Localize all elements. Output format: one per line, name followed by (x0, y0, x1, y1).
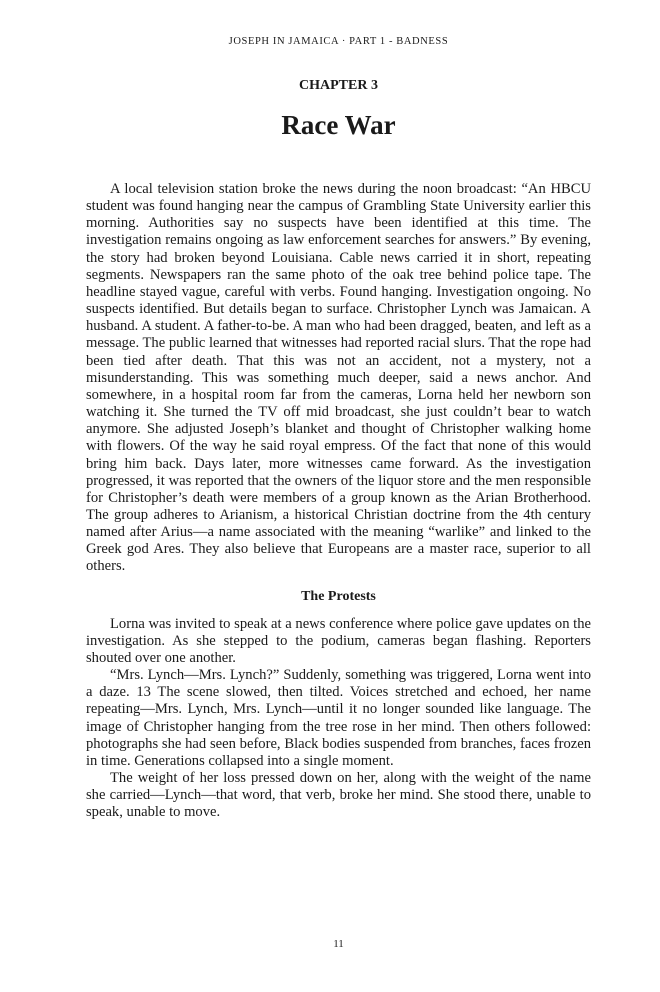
paragraph-weight-of-loss: The weight of her loss pressed down on her, along with the weight of the name she carried—Lynch—that word, that verb, broke her mind. She stood there, unable to speak, unable to move. (86, 770, 591, 821)
paragraph-news-conference: Lorna was invited to speak at a news conference where police gave updates on the investigation. As she stepped to the podium, cameras began flashing. Reporters shouted over one another. (86, 615, 591, 666)
chapter-body (86, 181, 591, 821)
paragraph-daze: “Mrs. Lynch—Mrs. Lynch?” Suddenly, something was triggered, Lorna went into a daze. 13 The scene slowed, then tilted. Voices stretched and echoed, her name repeating—Mrs. Lynch, Mrs. Lynch—until it no longer sounded like language. The image of Christopher hanging from the tree rose in her mind. Then others followed: photographs she had seen before, Black bodies suspended from branches, faces frozen in time. Generations collapsed into a single moment. (86, 667, 591, 769)
running-head: JOSEPH IN JAMAICA · PART 1 - BADNESS (228, 36, 449, 47)
chapter-title: Race War (281, 110, 396, 140)
page-number: 11 (333, 938, 344, 950)
chapter-label: CHAPTER 3 (299, 78, 378, 93)
paragraph-opening: A local television station broke the news during the noon broadcast: “An HBCU student was found hanging near the campus of Grambling State University earlier this morning. Authorities say no suspects have been identified at this time. The investigation remains ongoing as law enforcement searches for answers.” By evening, the story had broken beyond Louisiana. Cable news carried it in short, repeating segments. Newspapers ran the same photo of the oak tree behind police tape. The headline stayed vague, careful with verbs. Found hanging. Investigation ongoing. No suspects identified. But details began to surface. Christopher Lynch was Jamaican. A husband. A student. A father-to-be. A man who had been dragged, beaten, and left as a message. The public learned that witnesses had reported racial slurs. That the rope had been tied after death. That this was not an accident, not a mystery, not a misunderstanding. This was something much deeper, said a news anchor. And somewhere, in a hospital room far from the cameras, Lorna held her newborn son watching it. She turned the TV off mid broadcast, she just couldn’t bear to watch anymore. She adjusted Joseph’s blanket and thought of Christopher walking home with flowers. Of the way he said royal empress. Of the fact that none of this would bring him back. Days later, more witnesses came forward. As the investigation progressed, it was reported that the owners of the liquor store and the men responsible for Christopher’s death were members of a group known as the Arian Brotherhood. The group adheres to Arianism, a historical Christian doctrine from the 4th century named after Arius—a name associated with the meaning “warlike” and linked to the Greek god Ares. They also believe that Europeans are a master race, superior to all others. (86, 181, 591, 575)
section-heading: The Protests (301, 588, 376, 604)
